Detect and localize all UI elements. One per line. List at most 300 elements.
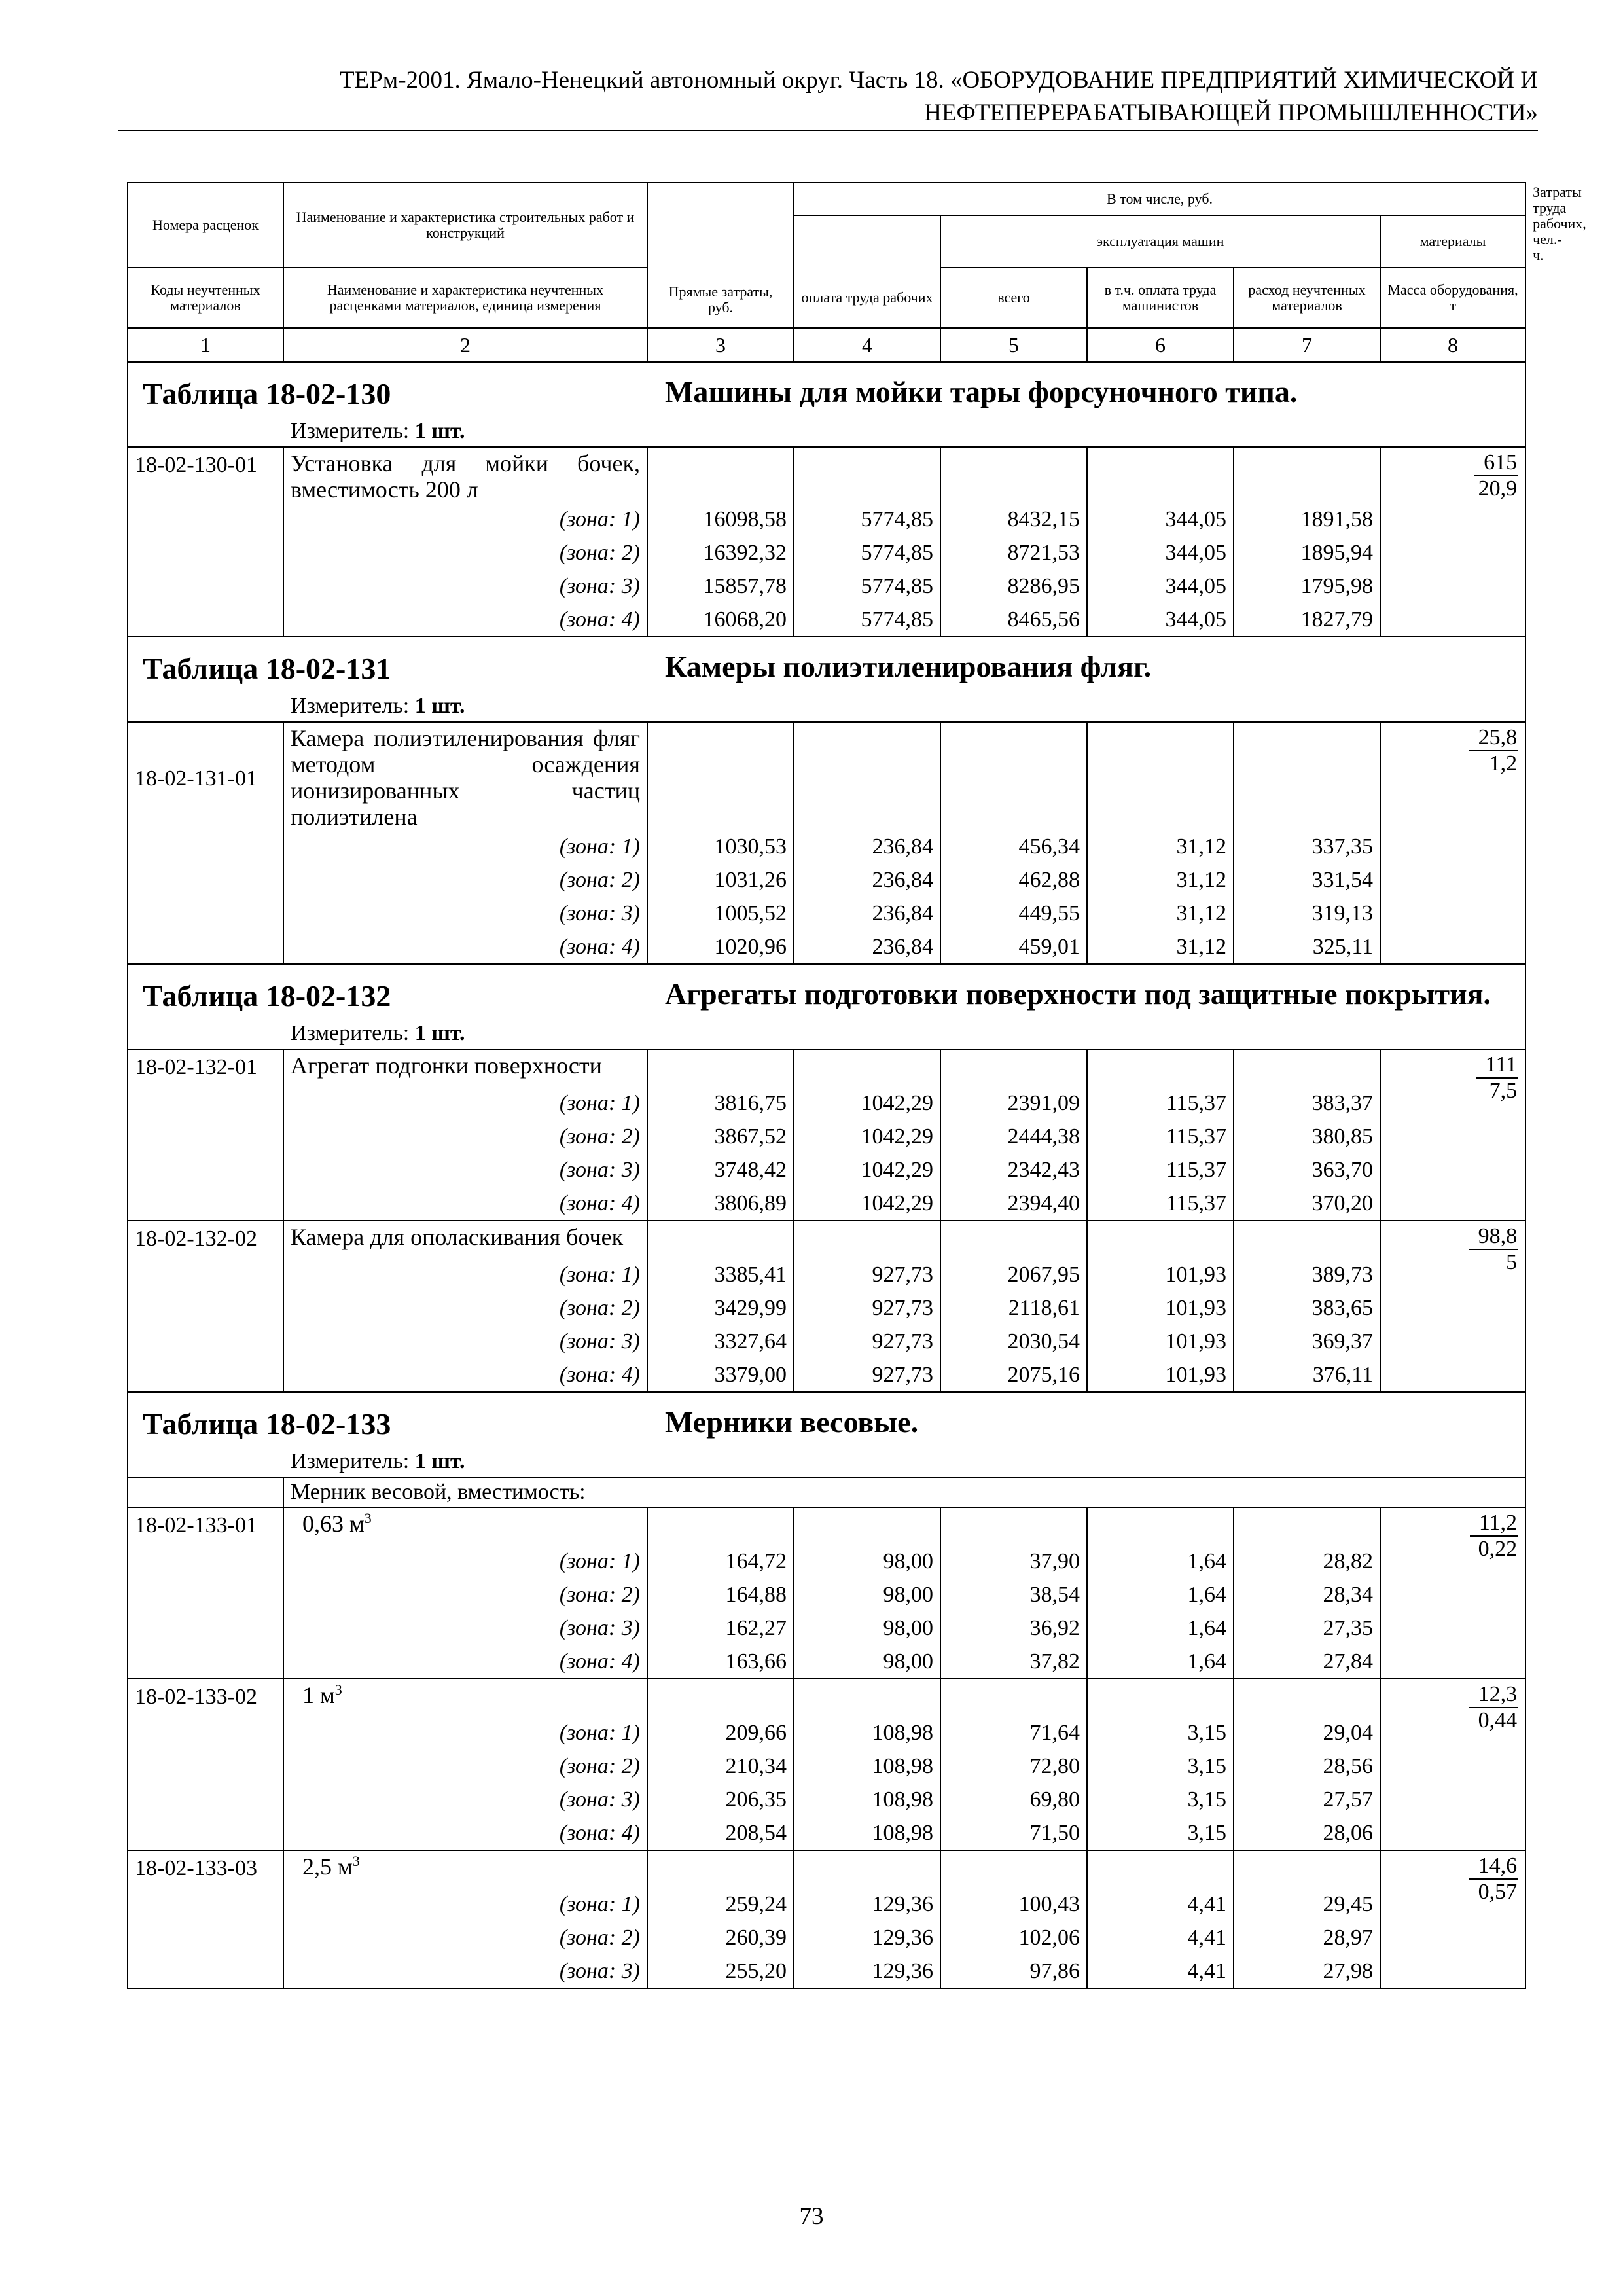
unit-superscript: 3 bbox=[334, 1681, 342, 1698]
empty-cell bbox=[1234, 1507, 1380, 1545]
col2-bottom-header: Наименование и характеристика неучтенных расценками материалов, единица измерения bbox=[283, 268, 647, 328]
materials-cost: 369,37 bbox=[1234, 1325, 1380, 1358]
section-title-row bbox=[128, 964, 1525, 1013]
section-title-row bbox=[128, 1392, 1525, 1441]
zone-row bbox=[128, 1888, 1525, 1921]
operator-pay: 4,41 bbox=[1087, 1954, 1234, 1988]
zone-code-empty bbox=[128, 1258, 283, 1291]
materials-cost: 1795,98 bbox=[1234, 569, 1380, 603]
worker-pay: 5774,85 bbox=[794, 569, 940, 603]
zone-label: (зона: 2) bbox=[283, 1749, 647, 1783]
machine-total: 459,01 bbox=[940, 930, 1087, 964]
operator-pay: 344,05 bbox=[1087, 503, 1234, 536]
zone-row bbox=[128, 503, 1525, 536]
colnum-5: 5 bbox=[940, 328, 1087, 362]
operator-pay: 31,12 bbox=[1087, 830, 1234, 863]
rate-name bbox=[283, 447, 647, 503]
worker-pay: 1042,29 bbox=[794, 1187, 940, 1221]
col3-header: Прямые затраты, руб. bbox=[647, 183, 794, 328]
materials-cost: 389,73 bbox=[1234, 1258, 1380, 1291]
direct-cost: 209,66 bbox=[647, 1716, 794, 1749]
worker-pay: 236,84 bbox=[794, 930, 940, 964]
operator-pay: 4,41 bbox=[1087, 1888, 1234, 1921]
empty-cell bbox=[940, 1049, 1087, 1086]
materials-cost: 28,34 bbox=[1234, 1578, 1380, 1611]
zone-label: (зона: 2) bbox=[283, 536, 647, 569]
materials-cost: 27,98 bbox=[1234, 1954, 1380, 1988]
zone-code-empty bbox=[128, 1816, 283, 1850]
zone-code-empty bbox=[128, 1291, 283, 1325]
worker-pay: 236,84 bbox=[794, 863, 940, 897]
empty-cell bbox=[940, 1850, 1087, 1888]
col1-bottom-header: Коды неучтенных материалов bbox=[128, 268, 283, 328]
subheading: Мерник весовой, вместимость: bbox=[283, 1477, 647, 1507]
col7-header: расход неучтенных материалов bbox=[1234, 268, 1380, 328]
materials-cost: 28,82 bbox=[1234, 1545, 1380, 1578]
labor-cost: 14,6 bbox=[1469, 1854, 1519, 1880]
operator-pay: 1,64 bbox=[1087, 1578, 1234, 1611]
zone-code-empty bbox=[128, 1545, 283, 1578]
empty-cell bbox=[1234, 447, 1380, 503]
worker-pay: 1042,29 bbox=[794, 1153, 940, 1187]
operator-pay: 31,12 bbox=[1087, 863, 1234, 897]
measurement-label: Измеритель: bbox=[291, 419, 410, 443]
worker-pay: 108,98 bbox=[794, 1716, 940, 1749]
operator-pay: 115,37 bbox=[1087, 1086, 1234, 1120]
materials-cost: 29,04 bbox=[1234, 1716, 1380, 1749]
labor-cost: 12,3 bbox=[1469, 1682, 1519, 1708]
worker-pay: 108,98 bbox=[794, 1749, 940, 1783]
materials-cost: 1891,58 bbox=[1234, 503, 1380, 536]
direct-cost: 1020,96 bbox=[647, 930, 794, 964]
zone-row bbox=[128, 1783, 1525, 1816]
operator-pay: 344,05 bbox=[1087, 569, 1234, 603]
equipment-mass: 0,57 bbox=[1478, 1880, 1518, 1904]
zone-row bbox=[128, 1291, 1525, 1325]
materials-cost: 337,35 bbox=[1234, 830, 1380, 863]
machine-total: 2342,43 bbox=[940, 1153, 1087, 1187]
empty-cell bbox=[794, 447, 940, 503]
table-number: Таблица 18-02-131 bbox=[143, 652, 391, 685]
operator-pay: 344,05 bbox=[1087, 536, 1234, 569]
rate-name bbox=[283, 1049, 647, 1086]
empty-cell bbox=[1234, 1049, 1380, 1086]
operator-pay: 1,64 bbox=[1087, 1545, 1234, 1578]
operator-pay: 115,37 bbox=[1087, 1153, 1234, 1187]
labor-mass-fraction bbox=[1380, 1850, 1525, 1988]
labor-cost: 615 bbox=[1474, 450, 1518, 476]
zone-code-empty bbox=[128, 863, 283, 897]
rate-name bbox=[283, 1679, 647, 1716]
zone-label: (зона: 2) bbox=[283, 1578, 647, 1611]
worker-pay: 927,73 bbox=[794, 1325, 940, 1358]
machine-total: 72,80 bbox=[940, 1749, 1087, 1783]
measurement-row bbox=[128, 411, 1525, 447]
zone-row bbox=[128, 1954, 1525, 1988]
zone-row bbox=[128, 1086, 1525, 1120]
worker-pay: 927,73 bbox=[794, 1258, 940, 1291]
machine-total: 71,64 bbox=[940, 1716, 1087, 1749]
zone-code-empty bbox=[128, 1954, 283, 1988]
labor-cost: 25,8 bbox=[1469, 725, 1519, 751]
materials-cost: 27,35 bbox=[1234, 1611, 1380, 1645]
machine-total: 2067,95 bbox=[940, 1258, 1087, 1291]
zone-code-empty bbox=[128, 1783, 283, 1816]
rate-name bbox=[283, 1221, 647, 1258]
empty-cell bbox=[794, 1850, 940, 1888]
zone-label: (зона: 3) bbox=[283, 569, 647, 603]
section-heading bbox=[128, 637, 1525, 686]
rate-name bbox=[283, 722, 647, 830]
materials-cost: 376,11 bbox=[1234, 1358, 1380, 1392]
zone-code-empty bbox=[128, 830, 283, 863]
zone-label: (зона: 1) bbox=[283, 1716, 647, 1749]
operator-pay: 344,05 bbox=[1087, 603, 1234, 637]
machine-total: 8465,56 bbox=[940, 603, 1087, 637]
zone-code-empty bbox=[128, 1578, 283, 1611]
empty-cell bbox=[647, 1679, 794, 1716]
materials-cost: 325,11 bbox=[1234, 930, 1380, 964]
machine-total: 449,55 bbox=[940, 897, 1087, 930]
zone-label: (зона: 2) bbox=[283, 1921, 647, 1954]
page-number: 73 bbox=[799, 2203, 824, 2230]
measurement-label: Измеритель: bbox=[291, 694, 410, 718]
zone-label: (зона: 1) bbox=[283, 1258, 647, 1291]
subheading-fill bbox=[647, 1477, 1525, 1507]
machine-total: 2030,54 bbox=[940, 1325, 1087, 1358]
zone-label: (зона: 1) bbox=[283, 1888, 647, 1921]
direct-cost: 16392,32 bbox=[647, 536, 794, 569]
empty-cell bbox=[647, 1049, 794, 1086]
operator-pay: 3,15 bbox=[1087, 1783, 1234, 1816]
zone-code-empty bbox=[128, 1153, 283, 1187]
zone-row bbox=[128, 930, 1525, 964]
zone-row bbox=[128, 1611, 1525, 1645]
rate-name bbox=[283, 1507, 647, 1545]
labor-mass-fraction bbox=[1380, 1679, 1525, 1850]
table-title: Мерники весовые. bbox=[665, 1405, 919, 1439]
empty-cell bbox=[794, 722, 940, 830]
empty-cell bbox=[1234, 1850, 1380, 1888]
zone-row bbox=[128, 1645, 1525, 1679]
zone-row bbox=[128, 1153, 1525, 1187]
machine-total: 2444,38 bbox=[940, 1120, 1087, 1153]
machine-total: 97,86 bbox=[940, 1954, 1087, 1988]
zone-row bbox=[128, 1358, 1525, 1392]
zone-row bbox=[128, 569, 1525, 603]
measurement bbox=[128, 411, 1525, 447]
rate-name bbox=[283, 1850, 647, 1888]
measurement-value: 1 шт. bbox=[414, 694, 465, 718]
empty-cell bbox=[1234, 1221, 1380, 1258]
col6-header: в т.ч. оплата труда машинистов bbox=[1087, 268, 1234, 328]
zone-label: (зона: 1) bbox=[283, 830, 647, 863]
materials-cost: 383,37 bbox=[1234, 1086, 1380, 1120]
operator-pay: 101,93 bbox=[1087, 1358, 1234, 1392]
operator-pay: 31,12 bbox=[1087, 897, 1234, 930]
section-title-row bbox=[128, 362, 1525, 411]
worker-pay: 5774,85 bbox=[794, 603, 940, 637]
worker-pay: 5774,85 bbox=[794, 536, 940, 569]
zone-code-empty bbox=[128, 1358, 283, 1392]
operator-pay: 1,64 bbox=[1087, 1645, 1234, 1679]
zone-row bbox=[128, 1749, 1525, 1783]
rate-name-text: Агрегат подгонки поверхности bbox=[291, 1052, 602, 1079]
labor-cost: 11,2 bbox=[1470, 1511, 1518, 1537]
machines-header: эксплуатация машин bbox=[940, 215, 1380, 268]
zone-code-empty bbox=[128, 1611, 283, 1645]
measurement bbox=[128, 1013, 1525, 1049]
zone-row bbox=[128, 1120, 1525, 1153]
operator-pay: 3,15 bbox=[1087, 1749, 1234, 1783]
rate-code: 18-02-130-01 bbox=[128, 447, 283, 503]
machine-total: 8721,53 bbox=[940, 536, 1087, 569]
colnum-7: 7 bbox=[1234, 328, 1380, 362]
worker-pay: 1042,29 bbox=[794, 1120, 940, 1153]
zone-code-empty bbox=[128, 603, 283, 637]
empty-cell bbox=[647, 447, 794, 503]
worker-pay: 927,73 bbox=[794, 1291, 940, 1325]
zone-label: (зона: 4) bbox=[283, 603, 647, 637]
labor-mass-fraction bbox=[1380, 1049, 1525, 1221]
header-rule bbox=[118, 130, 1538, 131]
zone-row bbox=[128, 536, 1525, 569]
zone-label: (зона: 3) bbox=[283, 1153, 647, 1187]
operator-pay: 4,41 bbox=[1087, 1921, 1234, 1954]
col4-top-empty bbox=[794, 215, 940, 268]
operator-pay: 3,15 bbox=[1087, 1716, 1234, 1749]
subheading-row bbox=[128, 1477, 1525, 1507]
direct-cost: 260,39 bbox=[647, 1921, 794, 1954]
direct-cost: 163,66 bbox=[647, 1645, 794, 1679]
colnum-3: 3 bbox=[647, 328, 794, 362]
zone-label: (зона: 1) bbox=[283, 503, 647, 536]
empty-cell bbox=[940, 1221, 1087, 1258]
worker-pay: 1042,29 bbox=[794, 1086, 940, 1120]
direct-cost: 206,35 bbox=[647, 1783, 794, 1816]
zone-label: (зона: 2) bbox=[283, 1291, 647, 1325]
measurement-row bbox=[128, 686, 1525, 722]
direct-cost: 3429,99 bbox=[647, 1291, 794, 1325]
section-heading bbox=[128, 964, 1525, 1013]
colnum-1: 1 bbox=[128, 328, 283, 362]
direct-cost: 3816,75 bbox=[647, 1086, 794, 1120]
materials-cost: 28,56 bbox=[1234, 1749, 1380, 1783]
empty-cell bbox=[1087, 1507, 1234, 1545]
operator-pay: 3,15 bbox=[1087, 1816, 1234, 1850]
materials-cost: 383,65 bbox=[1234, 1291, 1380, 1325]
zone-row bbox=[128, 897, 1525, 930]
zone-code-empty bbox=[128, 897, 283, 930]
zone-label: (зона: 4) bbox=[283, 1358, 647, 1392]
worker-pay: 129,36 bbox=[794, 1954, 940, 1988]
zone-label: (зона: 2) bbox=[283, 863, 647, 897]
empty-cell bbox=[940, 722, 1087, 830]
measurement-value: 1 шт. bbox=[414, 419, 465, 443]
zone-label: (зона: 2) bbox=[283, 1120, 647, 1153]
colnum-4: 4 bbox=[794, 328, 940, 362]
rate-code: 18-02-132-01 bbox=[128, 1049, 283, 1086]
section-heading-inner bbox=[128, 1407, 1525, 1441]
column-numbers-row bbox=[128, 328, 1525, 362]
zone-row bbox=[128, 1187, 1525, 1221]
rate-name-text: Камера полиэтиленирования фляг методом осаждения ионизированных частиц полиэтилена bbox=[291, 725, 640, 830]
worker-pay: 98,00 bbox=[794, 1578, 940, 1611]
direct-cost: 15857,78 bbox=[647, 569, 794, 603]
zone-label: (зона: 3) bbox=[283, 1783, 647, 1816]
equipment-mass: 0,44 bbox=[1478, 1708, 1518, 1732]
zone-label: (зона: 4) bbox=[283, 1187, 647, 1221]
measurement bbox=[128, 686, 1525, 722]
zone-code-empty bbox=[128, 930, 283, 964]
worker-pay: 129,36 bbox=[794, 1921, 940, 1954]
direct-cost: 162,27 bbox=[647, 1611, 794, 1645]
worker-pay: 236,84 bbox=[794, 830, 940, 863]
machine-total: 38,54 bbox=[940, 1578, 1087, 1611]
worker-pay: 108,98 bbox=[794, 1783, 940, 1816]
empty-cell bbox=[1234, 1679, 1380, 1716]
equipment-mass: 0,22 bbox=[1478, 1537, 1518, 1561]
operator-pay: 31,12 bbox=[1087, 930, 1234, 964]
rate-name-text: 2,5 м bbox=[302, 1854, 353, 1880]
direct-cost: 208,54 bbox=[647, 1816, 794, 1850]
empty-cell bbox=[940, 447, 1087, 503]
zone-code-empty bbox=[128, 1645, 283, 1679]
header-line-1: ТЕРм-2001. Ямало-Ненецкий автономный округ. Часть 18. «ОБОРУДОВАНИЕ ПРЕДПРИЯТИЙ ХИМИЧЕСКОЙ И bbox=[340, 67, 1538, 94]
direct-cost: 259,24 bbox=[647, 1888, 794, 1921]
direct-cost: 255,20 bbox=[647, 1954, 794, 1988]
rate-name-text: 1 м bbox=[302, 1682, 335, 1708]
zone-row bbox=[128, 1545, 1525, 1578]
zone-code-empty bbox=[128, 1749, 283, 1783]
materials-cost: 1895,94 bbox=[1234, 536, 1380, 569]
zone-code-empty bbox=[128, 536, 283, 569]
direct-cost: 16068,20 bbox=[647, 603, 794, 637]
zone-code-empty bbox=[128, 1325, 283, 1358]
machine-total: 36,92 bbox=[940, 1611, 1087, 1645]
machine-total: 8432,15 bbox=[940, 503, 1087, 536]
zone-code-empty bbox=[128, 569, 283, 603]
equipment-mass: 5 bbox=[1506, 1250, 1518, 1274]
rate-name-text: 0,63 м bbox=[302, 1511, 365, 1537]
worker-pay: 98,00 bbox=[794, 1611, 940, 1645]
zone-row bbox=[128, 1716, 1525, 1749]
operator-pay: 101,93 bbox=[1087, 1325, 1234, 1358]
machine-total: 2118,61 bbox=[940, 1291, 1087, 1325]
direct-cost: 3385,41 bbox=[647, 1258, 794, 1291]
worker-pay: 927,73 bbox=[794, 1358, 940, 1392]
zone-label: (зона: 3) bbox=[283, 1611, 647, 1645]
unit-superscript: 3 bbox=[352, 1853, 360, 1869]
zone-code-empty bbox=[128, 1187, 283, 1221]
incl-header: В том числе, руб. bbox=[794, 183, 1525, 215]
direct-cost: 1031,26 bbox=[647, 863, 794, 897]
machine-total: 462,88 bbox=[940, 863, 1087, 897]
materials-cost: 380,85 bbox=[1234, 1120, 1380, 1153]
col5-header: всего bbox=[940, 268, 1087, 328]
direct-cost: 3327,64 bbox=[647, 1325, 794, 1358]
empty-cell bbox=[647, 722, 794, 830]
item-row bbox=[128, 722, 1525, 830]
direct-cost: 3806,89 bbox=[647, 1187, 794, 1221]
direct-cost: 164,72 bbox=[647, 1545, 794, 1578]
item-row bbox=[128, 1049, 1525, 1086]
labor-mass-fraction bbox=[1380, 1221, 1525, 1392]
materials-cost: 29,45 bbox=[1234, 1888, 1380, 1921]
zone-code-empty bbox=[128, 1086, 283, 1120]
page-header bbox=[118, 64, 1538, 130]
section-heading-inner bbox=[128, 651, 1525, 686]
zone-label: (зона: 4) bbox=[283, 1645, 647, 1679]
zone-row bbox=[128, 830, 1525, 863]
measurement bbox=[128, 1441, 1525, 1477]
rate-code: 18-02-131-01 bbox=[128, 722, 283, 830]
item-row bbox=[128, 1507, 1525, 1545]
materials-cost: 1827,79 bbox=[1234, 603, 1380, 637]
rate-name-text: Установка для мойки бочек, вместимость 200 л bbox=[291, 450, 640, 503]
section-title-row bbox=[128, 637, 1525, 686]
measurement-value: 1 шт. bbox=[414, 1021, 465, 1045]
col1-top-header: Номера расценок bbox=[128, 183, 283, 268]
item-row bbox=[128, 1221, 1525, 1258]
materials-header: материалы bbox=[1380, 215, 1525, 268]
col4-header: оплата труда рабочих bbox=[794, 268, 940, 328]
zone-row bbox=[128, 863, 1525, 897]
empty-cell bbox=[940, 1507, 1087, 1545]
direct-cost: 164,88 bbox=[647, 1578, 794, 1611]
direct-cost: 1030,53 bbox=[647, 830, 794, 863]
zone-label: (зона: 1) bbox=[283, 1086, 647, 1120]
table-header: Номера расценок Наименование и характеристика строительных работ и конструкций Прямые затраты, руб. В том числе, руб. Затраты труда рабочих, чел.-ч. эксплуатация машин материалы Коды неучтенных материалов Наименование и характеристика неучтенных расценками материалов, единица измерения оплата труда рабочих всего в т.ч. оплата труда машинистов расход неучтенных материалов Масса оборудования, т 1 2 3 4 5 6 7 8 bbox=[128, 183, 1525, 362]
machine-total: 71,50 bbox=[940, 1816, 1087, 1850]
col8-bottom-header: Масса оборудования, т bbox=[1380, 268, 1525, 328]
machine-total: 2075,16 bbox=[940, 1358, 1087, 1392]
equipment-mass: 7,5 bbox=[1489, 1079, 1518, 1103]
machine-total: 8286,95 bbox=[940, 569, 1087, 603]
machine-total: 102,06 bbox=[940, 1921, 1087, 1954]
operator-pay: 101,93 bbox=[1087, 1258, 1234, 1291]
empty-cell bbox=[1087, 1679, 1234, 1716]
equipment-mass: 1,2 bbox=[1489, 751, 1518, 776]
operator-pay: 1,64 bbox=[1087, 1611, 1234, 1645]
machine-total: 37,82 bbox=[940, 1645, 1087, 1679]
machine-total: 2391,09 bbox=[940, 1086, 1087, 1120]
measurement-value: 1 шт. bbox=[414, 1449, 465, 1473]
machine-total: 37,90 bbox=[940, 1545, 1087, 1578]
machine-total: 2394,40 bbox=[940, 1187, 1087, 1221]
empty-cell bbox=[794, 1049, 940, 1086]
rates-table bbox=[127, 182, 1586, 1989]
section-heading bbox=[128, 1392, 1525, 1441]
section-heading-inner bbox=[128, 978, 1525, 1013]
table-number: Таблица 18-02-132 bbox=[143, 979, 391, 1013]
zone-label: (зона: 3) bbox=[283, 897, 647, 930]
direct-cost: 3748,42 bbox=[647, 1153, 794, 1187]
empty-cell bbox=[1087, 1049, 1234, 1086]
zone-label: (зона: 4) bbox=[283, 1816, 647, 1850]
empty-cell bbox=[1087, 1221, 1234, 1258]
worker-pay: 98,00 bbox=[794, 1645, 940, 1679]
labor-mass-fraction bbox=[1380, 1507, 1525, 1679]
zone-code-empty bbox=[128, 1888, 283, 1921]
measurement-label: Измеритель: bbox=[291, 1021, 410, 1045]
machine-total: 100,43 bbox=[940, 1888, 1087, 1921]
empty-cell bbox=[794, 1507, 940, 1545]
materials-cost: 331,54 bbox=[1234, 863, 1380, 897]
zone-code-empty bbox=[128, 1716, 283, 1749]
worker-pay: 98,00 bbox=[794, 1545, 940, 1578]
section-heading-inner bbox=[128, 376, 1525, 411]
